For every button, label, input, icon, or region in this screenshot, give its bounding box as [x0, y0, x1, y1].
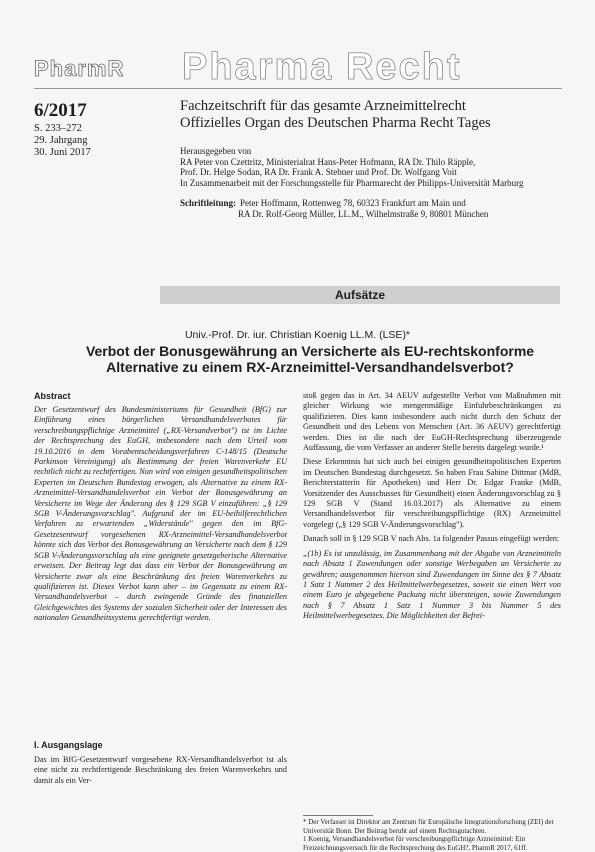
editors-line: Peter Hoffmann, Rottenweg 78, 60323 Frankfurt am Main und [240, 198, 466, 208]
issue-number: 6/2017 [34, 100, 87, 121]
publishers-block [180, 146, 580, 188]
editors-line: RA Dr. Rolf-Georg Müller, LL.M., Wilhelmstraße 9, 80801 München [238, 208, 489, 219]
editors-label: Schriftleitung: [180, 198, 236, 208]
issue-pages: S. 233–272 [34, 123, 82, 134]
section-header: Aufsätze [160, 286, 560, 304]
publishers-line: Prof. Dr. Helge Sodan, RA Dr. Frank A. Stebner und Prof. Dr. Wolfgang Voit [180, 167, 457, 177]
journal-logo-small: PharmR [34, 56, 125, 81]
section-1-heading: I. Ausgangslage [34, 740, 103, 750]
right-column [303, 391, 561, 626]
journal-subtitle [180, 98, 491, 132]
publishers-line: In Zusammenarbeit mit der Forschungsstelle für Pharmarecht der Philipps-Universität Marburg [180, 177, 524, 188]
masthead-rule [34, 88, 562, 89]
issue-date: 30. Juni 2017 [34, 147, 91, 158]
paragraph: stoß gegen das in Art. 34 AEUV aufgestellte Verbot von Maßnahmen mit gleicher Wirkung wie mengenmäßige Einfuhrbeschränkungen zu qualifizieren. Dies kann insbesondere auch nicht durch den Schutz der Gesundheit und des Lebens von Menschen (Art. 36 AEUV) gerechtfertigt werden. Dies ist die nach der EuGH-Rechtsprechung überzeugende Auffassung, die vom Verfasser an anderer Stelle bereits dargelegt wurde.¹ [303, 391, 561, 453]
title-line-2: Alternative zu einem RX-Arzneimittel-Versandhandelsverbot? [106, 359, 514, 375]
publishers-line: RA Peter von Czettritz, Ministerialrat Hans-Peter Hofmann, RA Dr. Thilo Räpple, [180, 156, 476, 167]
article-author: Univ.-Prof. Dr. iur. Christian Koenig LL.M. (LSE)* [184, 329, 411, 341]
paragraph: Diese Erkenntnis hat sich auch bei einigen gesundheitspolitischen Experten im Deutschen Bundestag durchgesetzt. So haben Frau Sabine Dittmar (MdB, Berichterstatterin für Apotheken) und Herr Dr. Edgar Franke (MdB, Vorsitzender des Ausschusses für Gesundheit) einen Änderungsvorschlag zu § 129 SGB V (Stand 16.03.2017) als Alternative zu einem Versandhandelsverbot für verschreibungspflichtige (RX) Arzneimittel vorgelegt („§ 129 SGB V-Änderungsvorschlag"). [303, 457, 561, 529]
footnote: 1 Koenig, Versandhandelsverbot für verschreibungspflichtige Arzneimittel: Ein Freizeichnungsversuch für die Rechtsprechung des EuGH?, PharmR 2017, 61ff. [303, 835, 528, 852]
issue-volume: 29. Jahrgang [34, 135, 88, 146]
quoted-provision: „(1b) Es ist unzulässig, im Zusammenhang mit der Abgabe von Arzneimitteln nach Absatz 1 Zuwendungen oder sonstige Werbegaben an Versicherte zu gewähren; ausgenommen hiervon sind Zuwendungen im Sinne des § 7 Absatz 1 Satz 1 Nummer 2 des Heilmittelwerbegesetzes, soweit sie einen Wert von einem Euro je abgegebene Packung nicht übersteigen, sowie Zuwendungen nach § 7 Absatz 1 Satz 1 Nummer 3 bis Nummer 5 des Heilmittelwerbegesetzes. Die Möglichkeiten der Befrei- [303, 548, 561, 621]
subtitle-line-2: Offizielles Organ des Deutschen Pharma Recht Tages [180, 115, 491, 131]
publishers-label: Herausgegeben von [180, 146, 252, 156]
paragraph: Danach soll in § 129 SGB V nach Abs. 1a folgender Passus eingefügt werden: [303, 534, 560, 544]
abstract-heading: Abstract [34, 391, 71, 401]
journal-logo-title: Pharma Recht [182, 46, 462, 88]
footnote-rule [303, 815, 373, 816]
section-1-text: Das im BfG-Gesetzentwurf vorgesehene RX-Versandhandelsverbot ist als eine nicht zu rechtfertigende Beschränkung des freien Warenverkehrs und damit als ein Ver- [34, 755, 287, 785]
footnote: * Der Verfasser ist Direktor am Zentrum für Europäische Integrationsforschung (ZEI) der Universität Bonn. Der Beitrag beruht auf einem Rechtsgutachten. [303, 818, 554, 835]
abstract-text: Der Gesetzentwurf des Bundesministeriums für Gesundheit (BfG) zur Einführung eines bürgerlichen Versandhandelsverbotes für verschreibungspflichtige Arzneimittel („RX-Versandverbot") ist im Lichte der Rechtsprechung des EuGH, insbesondere nach dem Urteil vom 19.10.2016 in dem Vorabentscheidungsverfahren C-148/15 (Deutsche Parkinson Vereinigung) als Bestimmung der freien Warenverkehr EU rechtlich nicht zu rechtfertigen. Nun wird von einigen gesundheitspolitischen Experten im Deutschen Bundestag erwogen, als Alternative zu einem RX-Arzneimittel-Versandhandelsverbot ein Verbot der Bonusgewährung an Versicherte im Wege der Änderung des § 129 SGB V einzuführen: „§ 129 SGB V-Änderungsvorschlag". Aufgrund der im EU-beihilferechtlichen Verfahren zu erwartenden „Widerstände" gegen den im BfG-Gesetzesentwurf vorgesehenen RX-Arzneimittel-Versandhandelsverbot könnte sich das Verbot des Bonusgewährung an Versicherte nach dem § 129 SGB V-Änderungsvorschlag als eine geeignete gesetzgeberische Alternative erweisen. Der Beitrag legt das dass ein Verbot der Bonusgewährung an Versicherte zwar als eine Beschränkung des freien Warenverkehrs zu qualifizieren ist. Dieses Verbot kann aber – im Gegensatz zu einem RX-Versandhandelsverbot – durch zwingende Gründe des finanziellen Gleichgewichtes des Systems der sozialen Sicherheit oder der Interessen des nationalen Gesundheitssystems gerechtfertigt werden. [34, 405, 287, 623]
article-title [40, 343, 580, 375]
footnotes [303, 818, 561, 852]
subtitle-line-1: Fachzeitschrift für das gesamte Arzneimittelrecht [180, 98, 466, 114]
title-line-1: Verbot der Bonusgewährung an Versicherte als EU-rechtskonforme [85, 343, 535, 359]
editors-block [180, 198, 580, 219]
